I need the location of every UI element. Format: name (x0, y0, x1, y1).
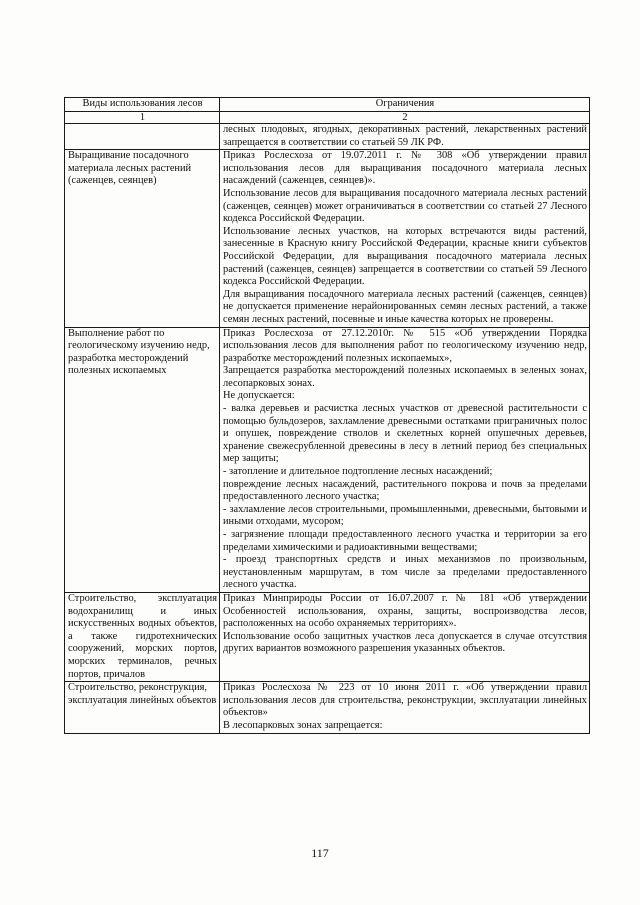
column-number-1: 1 (65, 112, 220, 124)
restriction-paragraph: Для выращивания посадочного материала лесных растений (саженцев, сеянцев) не допускается применение нерайонированных семян лесных растений, а также семян лесных растений, посевные и иные качества которых не проверены. (223, 288, 587, 325)
restriction-paragraph: Приказ Рослесхоза от 27.12.2010г. № 515 «Об утверждении Порядка использования лесов для выполнения работ по геологическому изучению недр, разработке месторождений полезных ископаемых», (223, 327, 587, 364)
table-row (65, 682, 590, 733)
restrictions-cell (220, 592, 590, 681)
restriction-paragraph: Не допускается: (223, 390, 295, 402)
restrictions-cell (220, 124, 590, 150)
table-row (65, 327, 590, 592)
column-number-row (65, 112, 590, 124)
restrictions-cell (220, 150, 590, 327)
usage-type-cell: Выращивание посадочного материала лесных растений (саженцев, сеянцев) (65, 150, 220, 327)
restriction-paragraph: Использование лесов для выращивания посадочного материала лесных растений (саженцев, сеянцев) может ограничиваться в соответствии со статьей 27 Лесного кодекса Российской Федерации. (223, 187, 587, 225)
restriction-paragraph: Приказ Рослесхоза от 19.07.2011 г. № 308 «Об утверждении правил использования лесов для выращивания посадочного материала лесных насаждений (саженцев, сеянцев)». (223, 150, 587, 187)
usage-type-cell: Строительство, эксплуатация водохранилищ и иных искусственных водных объектов, а также гидротехнических сооружений, морских портов, морских терминалов, речных портов, причалов (65, 592, 220, 681)
restriction-paragraph: - загрязнение площади предоставленного лесного участка и территории за его пределами химическими и радиоактивными веществами; (223, 529, 587, 553)
restrictions-table (64, 97, 590, 734)
restrictions-cell (220, 682, 590, 733)
column-number-2: 2 (220, 112, 590, 124)
usage-type-cell: Строительство, реконструкция, эксплуатация линейных объектов (65, 682, 220, 733)
usage-type-cell: Выполнение работ по геологическому изучению недр, разработка месторождений полезных ископаемых (65, 327, 220, 592)
restriction-paragraph: Приказ Минприроды России от 16.07.2007 г. № 181 «Об утверждении Особенностей использования, охраны, защиты, воспроизводства лесов, расположенных на особо охраняемых территориях». (223, 592, 587, 630)
restriction-paragraph: - затопление и длительное подтопление лесных насаждений; (223, 466, 493, 478)
usage-type-cell (65, 124, 220, 150)
restrictions-cell (220, 327, 590, 592)
restriction-paragraph: повреждение лесных насаждений, растительного покрова и почв за пределами предоставленного лесного участка; (223, 478, 587, 503)
table-row (65, 124, 590, 150)
page-number: 117 (311, 846, 329, 860)
restriction-paragraph: - проезд транспортных средств и иных механизмов по произвольным, неустановленным маршрутам, в том числе за пределами предоставленного лесного участка. (223, 554, 587, 591)
restriction-paragraph: лесных плодовых, ягодных, декоративных растений, лекарственных растений запрещается в соответствии со статьей 59 ЛК РФ. (223, 124, 587, 148)
table-header-row (65, 98, 590, 112)
restriction-paragraph: Использование лесных участков, на которых встречаются виды растений, занесенные в Красную книгу Российской Федерации, красные книги субъектов Российской Федерации, для выращивания посадочного материала лесных растений (саженцев, сеянцев) запрещается в соответствии со статьей 59 Лесного кодекса Российской Федерации. (223, 225, 587, 288)
restriction-paragraph: - захламление лесов строительными, промышленными, древесными, бытовыми и иными отходами, мусором; (223, 503, 587, 528)
restriction-paragraph: Использование особо защитных участков леса допускается в случае отсутствия других вариантов возможного разрешения указанных объектов. (223, 630, 587, 655)
table-row (65, 150, 590, 327)
restriction-paragraph: В лесопарковых зонах запрещается: (223, 719, 383, 731)
column-header-restrictions: Ограничения (220, 98, 590, 112)
table-row (65, 592, 590, 681)
restriction-paragraph: Приказ Рослесхоза № 223 от 10 июня 2011 г. «Об утверждении правил использования лесов для строительства, реконструкции, эксплуатации линейных объектов» (223, 682, 587, 719)
restriction-paragraph: - валка деревьев и расчистка лесных участков от древесной растительности с помощью бульдозеров, захламление древесными остатками приграничных полос и опушек, повреждение стволов и скелетных корней опушечных деревьев, хранение свежесрубленной древесины в лесу в летний период без специальных мер защиты; (223, 403, 587, 465)
column-header-usage-types: Виды использования лесов (65, 98, 220, 112)
restriction-paragraph: Запрещается разработка месторождений полезных ископаемых в зеленых зонах, лесопарковых зонах. (223, 365, 587, 389)
